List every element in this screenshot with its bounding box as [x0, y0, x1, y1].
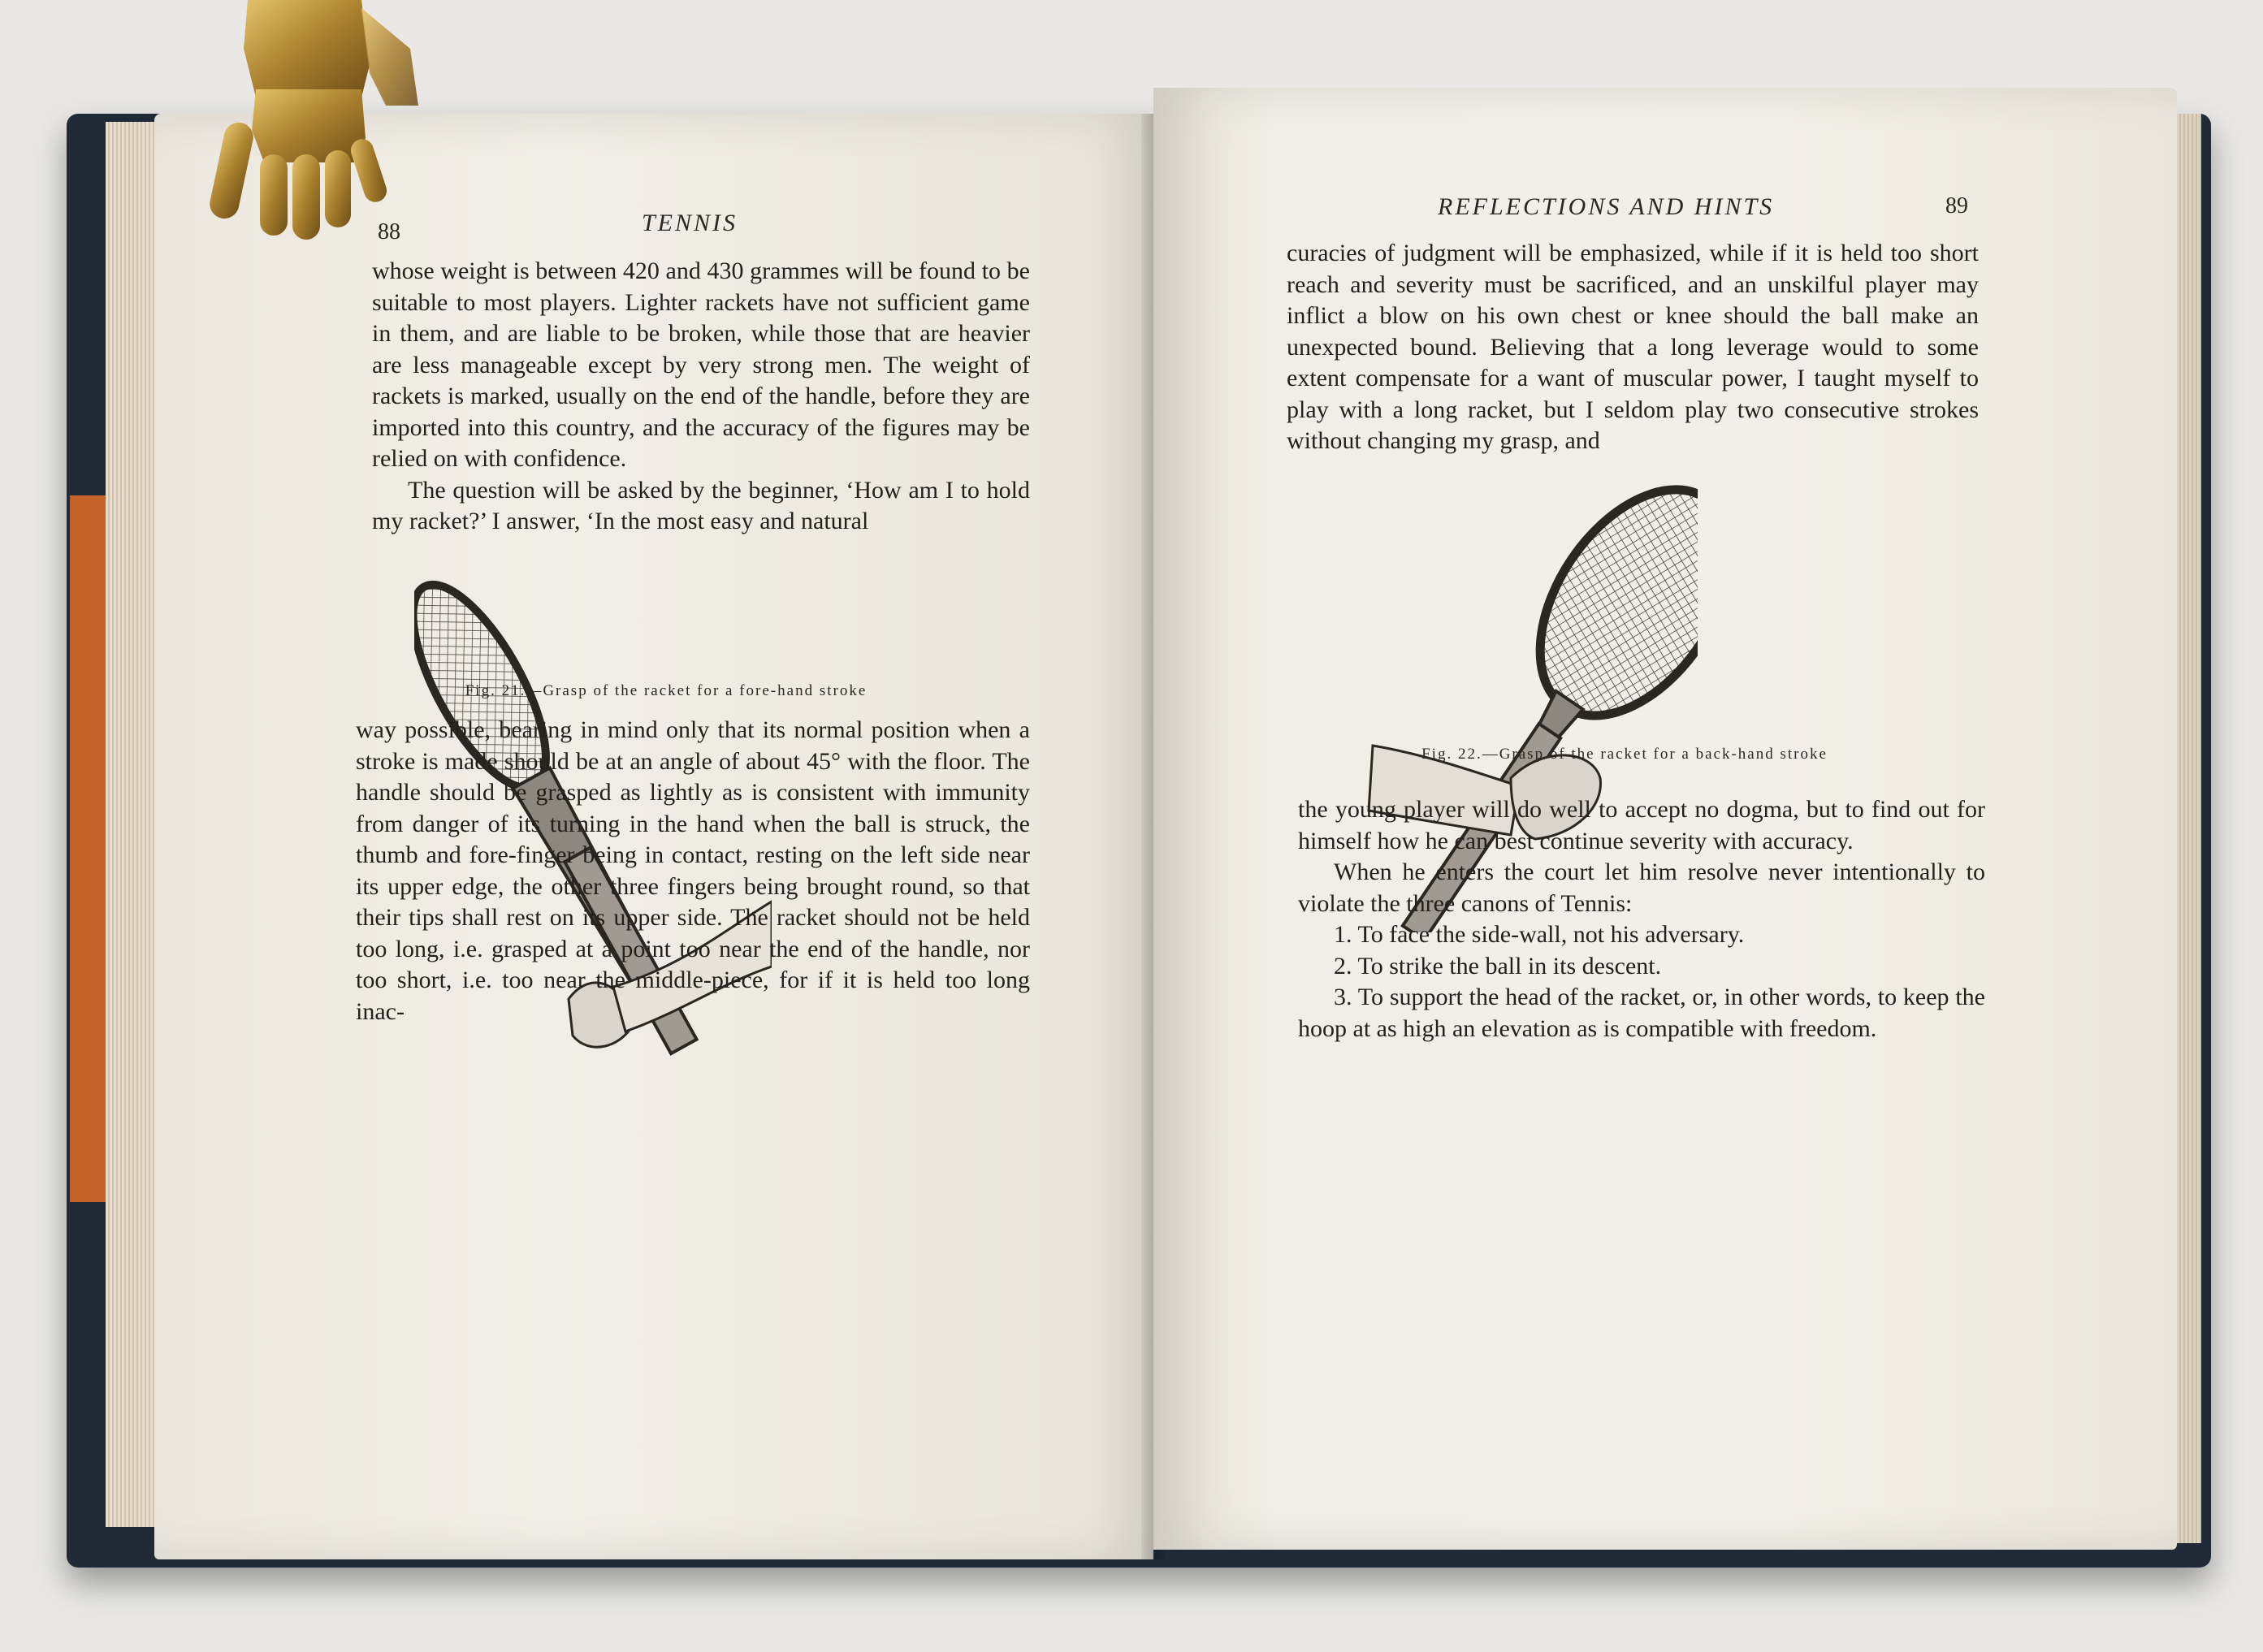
left-page: [154, 114, 1153, 1559]
right-paragraph-1: the young player will do well to accept no dogma, but to find out for himself how he can best continue severity with accuracy.: [1298, 796, 1985, 854]
canon-1: 1. To face the side-wall, not his adversary.: [1334, 921, 1745, 948]
right-figure-caption: Fig. 22.—Grasp of the racket for a back-hand stroke: [1421, 746, 1828, 763]
right-text-bottom: [1298, 794, 1985, 1044]
right-paragraph-2: When he enters the court let him resolve never intentionally to violate the three canons of Tennis:: [1298, 858, 1985, 917]
right-text-top: curacies of judgment will be emphasized, while if it is held too short reach and severity must be sacrificed, and an unskilful player may inflict a blow on his own chest or knee should the ball make an unexpected bound. Believing that a long leverage would to some extent compensate for a want of muscular power, I taught myself to play with a long racket, but I seldom play two consecutive strokes without changing my grasp, and: [1287, 240, 1979, 454]
left-running-head: TENNIS: [642, 210, 738, 236]
cover-spine-accent: [70, 495, 107, 1202]
right-page-number: 89: [1945, 193, 1968, 218]
left-paragraph-1: whose weight is between 420 and 430 grammes will be found to be suitable to most players. Lighter rackets have not sufficient game in them, and are liable to be broken, while those that are heavier are less manageable except by very strong men. The weight of rackets is marked, usually on the end of the handle, before they are imported into this country, and the accuracy of the figures may be relied on with confidence.: [372, 257, 1030, 472]
canon-3: 3. To support the head of the racket, or, in other words, to keep the hoop at as high an elevation as is compatible with freedom.: [1298, 984, 1985, 1042]
left-figure-caption: Fig. 21.—Grasp of the racket for a fore-hand stroke: [465, 682, 868, 699]
brass-hand-page-clip-icon: [199, 0, 443, 252]
left-paragraph-2: The question will be asked by the beginner, ‘How am I to hold my racket?’ I answer, ‘In the most easy and natural: [372, 476, 1030, 534]
left-page-number: 88: [378, 219, 400, 244]
canon-2: 2. To strike the ball in its descent.: [1334, 952, 1662, 980]
right-running-head: REFLECTIONS AND HINTS: [1438, 193, 1775, 220]
left-text-top: [372, 256, 1030, 538]
left-text-bottom: way possible, bearing in mind only that its normal position when a stroke is made should be at an angle of about 45° with the floor. The handle should be grasped as lightly as is consistent with immunity from danger of its turning in the hand when the ball is struck, the thumb and fore-finger being in contact, resting on the left side near its upper edge, the other three fingers being brought round, so that their tips shall rest on its upper side. The racket should not be held too long, i.e. grasped at a point too near the end of the handle, nor too short, i.e. too near the middle-piece, for if it is held too long inac-: [356, 716, 1030, 1025]
right-page: [1153, 88, 2177, 1550]
